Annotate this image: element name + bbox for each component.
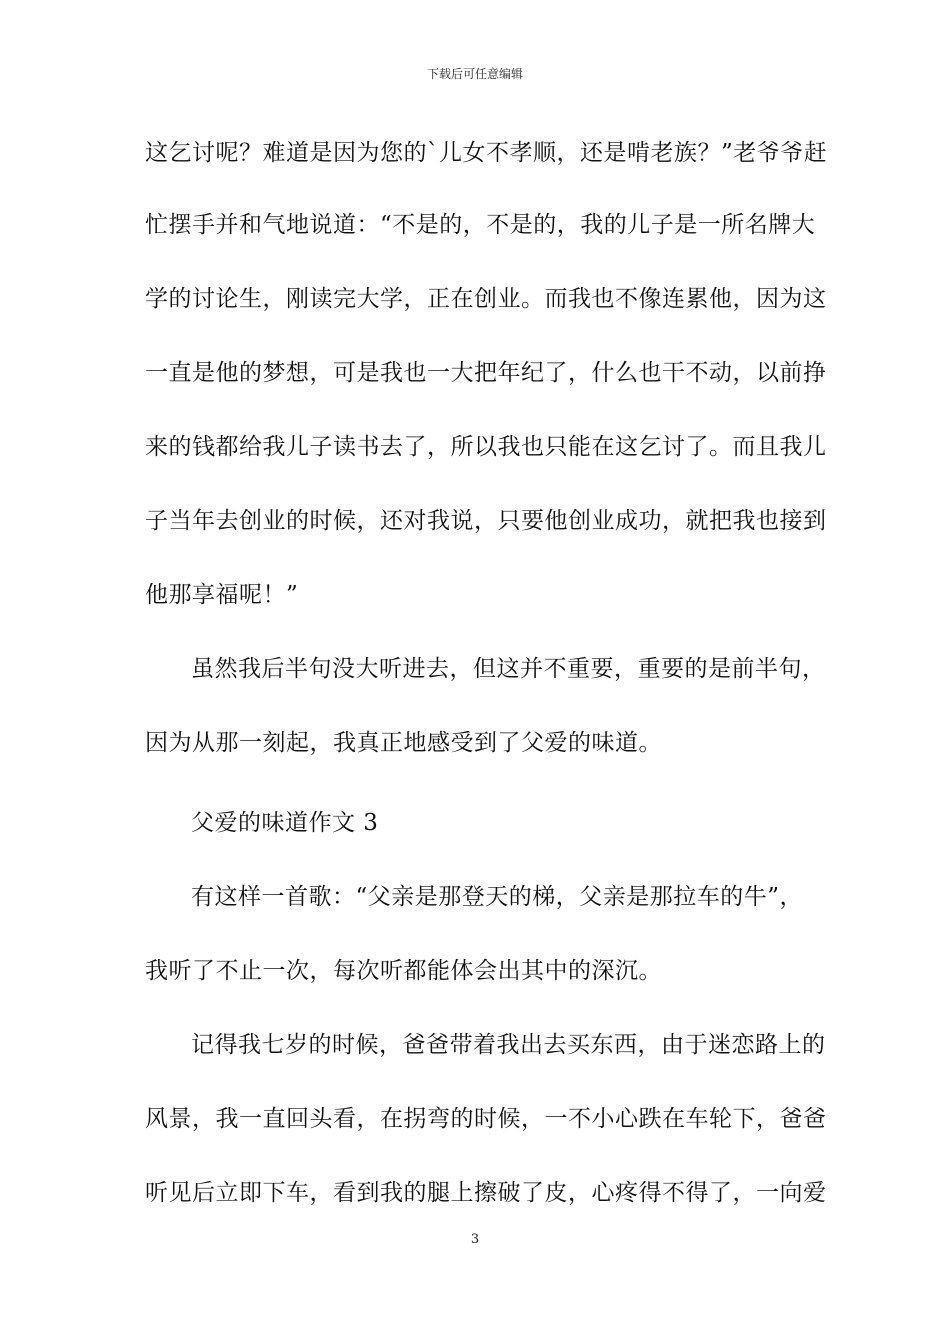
text-line: 因为从那一刻起，我真正地感受到了父爱的味道。 [145, 730, 662, 756]
paragraph-first-line: 虽然我后半句没大听进去，但这并不重要，重要的是前半句， [191, 656, 826, 682]
paragraph-first-line: 有这样一首歌：“父亲是那登天的梯，父亲是那拉车的牛”， [191, 884, 804, 910]
text-line: 风景，我一直回头看，在拐弯的时候，一不小心跌在车轮下，爸爸 [145, 1106, 827, 1132]
section-heading: 父爱的味道作文 3 [191, 810, 379, 836]
text-line: 他那享福呢！” [145, 582, 299, 608]
text-line: 这乞讨呢？难道是因为您的`儿女不孝顺，还是啃老族？”老爷爷赶 [145, 140, 828, 166]
text-line: 来的钱都给我儿子读书去了，所以我也只能在这乞讨了。而且我儿 [145, 434, 827, 460]
paragraph-first-line: 记得我七岁的时候，爸爸带着我出去买东西，由于迷恋路上的 [191, 1032, 826, 1058]
text-line: 子当年去创业的时候，还对我说，只要他创业成功，就把我也接到 [145, 508, 827, 534]
text-line: 一直是他的梦想，可是我也一大把年纪了，什么也干不动，以前挣 [145, 360, 827, 386]
page-number: 3 [470, 1232, 480, 1247]
text-line: 我听了不止一次，每次听都能体会出其中的深沉。 [145, 958, 662, 984]
text-line: 听见后立即下车，看到我的腿上擦破了皮，心疼得不得了，一向爱 [145, 1180, 827, 1206]
text-line: 忙摆手并和气地说道：“不是的，不是的，我的儿子是一所名牌大 [145, 212, 816, 238]
text-line: 学的讨论生，刚读完大学，正在创业。而我也不像连累他，因为这 [145, 286, 827, 312]
page-header: 下载后可任意编辑 [426, 67, 523, 81]
